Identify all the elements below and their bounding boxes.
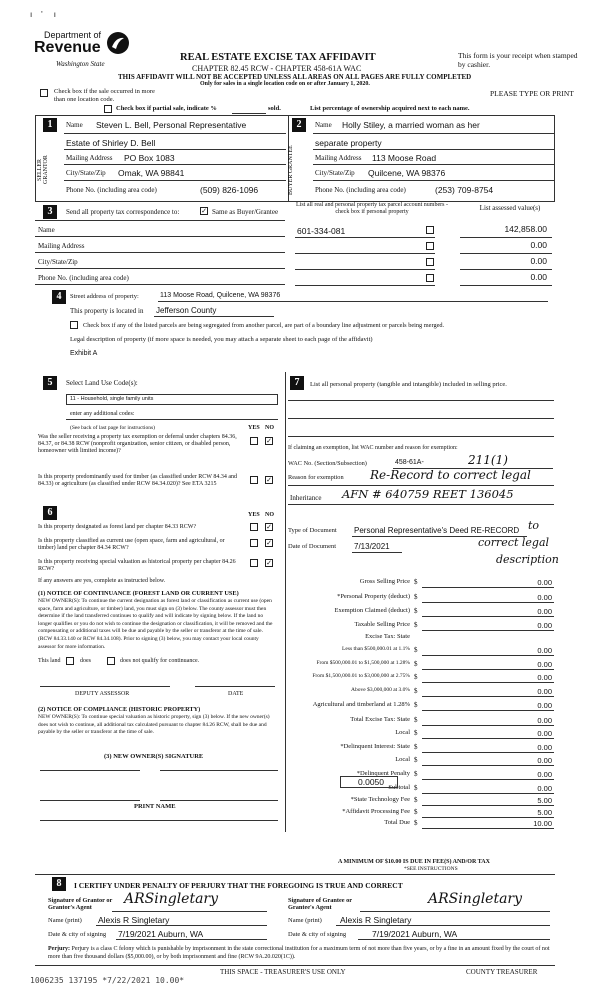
tax-row-dollar: $ (414, 716, 418, 724)
tax-row-underline (422, 602, 554, 603)
reason-label: Reason for exemption (288, 474, 344, 481)
tax-row-dollar: $ (414, 646, 418, 654)
exhibit-a[interactable]: Exhibit A (70, 350, 98, 357)
buyer-name[interactable]: Holly Stiley, a married woman as her (342, 120, 480, 130)
logo-emblem-icon (106, 31, 130, 55)
buyer-name-2[interactable]: separate property (315, 138, 382, 148)
cashier-stamp: 1006235 137195 *7/22/2021 10.00* (30, 976, 185, 985)
sec3-name-label: Name (38, 226, 55, 234)
tax-row-label: *State Technology Fee (350, 796, 410, 803)
grantor-name[interactable]: Alexis R Singletary (98, 915, 170, 925)
sig-grantor-label: Signature of Grantor or Grantor's Agent (48, 897, 113, 911)
perjury-label: Perjury: (48, 946, 70, 952)
legal-label: Legal description of property (if more space is needed, you may attach a separate sheet to each page of the affidavit) (70, 336, 373, 343)
afn-handwritten[interactable]: AFN # 640759 REET 136045 (342, 487, 514, 501)
tax-row-dollar: $ (414, 578, 418, 586)
sec6-q1: Is this property designated as forest land per chapter 84.33 RCW? (38, 524, 197, 530)
tax-row-label: Total Due (384, 819, 410, 826)
tax-row-value[interactable]: 5.00 (537, 807, 552, 817)
seller-city-label: City/State/Zip (66, 169, 106, 177)
buyer-phone[interactable]: (253) 709-8754 (435, 185, 494, 195)
tax-row-underline (422, 779, 554, 780)
partial-sale-checkbox[interactable] (104, 105, 112, 113)
doc-date-label: Date of Document (288, 543, 337, 550)
wac-handwritten[interactable]: 211(1) (468, 453, 508, 467)
additional-codes: enter any additional codes: (70, 411, 135, 417)
tax-row-dollar: $ (414, 687, 418, 695)
sig-grantee-label: Signature of Grantee or Grantee's Agent (288, 897, 352, 911)
certify: I CERTIFY UNDER PENALTY OF PERJURY THAT THE FOREGOING IS TRUE AND CORRECT (74, 881, 403, 890)
new-owner-signature: (3) NEW OWNER(S) SIGNATURE (104, 753, 204, 760)
tax-row-label: Excise Tax: State (365, 633, 410, 640)
sec6-q2-no[interactable]: ✓ (266, 539, 272, 547)
reason-handwritten[interactable]: Re-Record to correct legal (370, 468, 531, 482)
tax-row-label: Local (395, 756, 410, 763)
sec6-q1-yes[interactable] (250, 523, 258, 531)
doc-date[interactable]: 7/13/2021 (354, 542, 390, 551)
section-5-number: 5 (43, 376, 57, 390)
buyer-side-label: BUYER GRANTEE (288, 145, 294, 195)
logo-dept: Department of (44, 30, 102, 40)
tax-row-label: *Delinquent Interest: State (340, 743, 410, 750)
tax-row-dollar: $ (414, 743, 418, 751)
tax-row-dollar: $ (414, 796, 418, 804)
tax-row-value[interactable]: 0.00 (537, 645, 552, 655)
seller-name-label: Name (66, 121, 83, 129)
tax-row-underline (422, 752, 554, 753)
does-label: does (80, 658, 91, 664)
notice1-head: (1) NOTICE OF CONTINUANCE (FOREST LAND OR CURRENT USE) (38, 590, 239, 597)
tax-row-value[interactable]: 0.00 (537, 592, 552, 602)
section-2-number: 2 (292, 118, 306, 132)
segregated-checkbox[interactable] (70, 321, 78, 329)
tax-row-dollar: $ (414, 808, 418, 816)
sec3-mail-label: Mailing Address (38, 242, 85, 250)
logo-revenue: Revenue (34, 39, 101, 56)
partial-sale-label: Check box if partial sale, indicate % (116, 105, 217, 112)
tax-row-value[interactable]: 0.00 (537, 686, 552, 696)
tax-row-label: Taxable Selling Price (354, 621, 410, 628)
tax-row-label: Agricultural and timberland at 1.28% (312, 701, 410, 708)
seller-phone-label: Phone No. (including area code) (66, 186, 157, 194)
sec5-q1-no[interactable]: ✓ (266, 437, 272, 445)
same-as-buyer-label: Same as Buyer/Grantee (212, 208, 279, 216)
buyer-mail-label: Mailing Address (315, 154, 362, 162)
sold-label: sold. (268, 105, 281, 112)
sec5-q2-no[interactable]: ✓ (266, 476, 272, 484)
tax-row-underline (422, 696, 554, 697)
street-label: Street address of property: (70, 293, 139, 300)
tax-row-underline (422, 738, 554, 739)
sec5-q2-yes[interactable] (250, 476, 258, 484)
tax-row-dollar: $ (414, 660, 418, 668)
sec7-head: List all personal property (tangible and intangible) included in selling price. (310, 381, 507, 388)
doc-hand-2[interactable]: description (496, 553, 559, 566)
grantor-date-label: Date & city of signing (48, 931, 107, 938)
tax-row-label: Total Excise Tax: State (350, 716, 410, 723)
notice1-body: NEW OWNER(S): To continue the current designation as forest land or classification as current use (open space, farm and agriculture, or timber) land, you must sign on (3) below. The county assessor must then determine if the land transferred continues to qualify and will indicate by signing below. If the land no longer qualifies or you do not wish to continue the designation or classification, it will be removed and the compensating or additional taxes will be due and payable by the seller or transferor at the time of sale. (RCW 84.33.140 or RCW 84.34.108). Prior to signing (3) below, you may contact your local county assessor for more information. (38, 598, 273, 650)
sec5-yes: YES (248, 425, 260, 431)
seller-mail-label: Mailing Address (66, 154, 113, 162)
tax-row-value[interactable]: 0.00 (537, 783, 552, 793)
doc-type-label: Type of Document (288, 527, 337, 534)
tax-row-dollar: $ (414, 621, 418, 629)
county[interactable]: Jefferson County (156, 306, 217, 315)
tax-row-value[interactable]: 0.00 (537, 728, 552, 738)
tax-row-dollar: $ (414, 770, 418, 778)
tax-row-value[interactable]: 0.00 (537, 606, 552, 616)
sec3-phone-label: Phone No. (including area code) (38, 274, 129, 282)
seller-phone[interactable]: (509) 826-1096 (200, 185, 259, 195)
assessed-value-4[interactable]: 0.00 (530, 272, 547, 282)
ownership-note: List percentage of ownership acquired next to each name. (310, 105, 470, 112)
claim-exemption: If claiming an exemption, list WAC number and reason for exemption: (288, 445, 458, 451)
tax-row-value[interactable]: 0.00 (537, 742, 552, 752)
parcel-3-checkbox[interactable] (426, 258, 434, 266)
tax-row-underline (422, 655, 554, 656)
local-rate[interactable]: 0.0050 (358, 777, 384, 787)
tax-row-underline (422, 793, 554, 794)
buyer-city[interactable]: Quilcene, WA 98376 (368, 168, 446, 178)
tax-row-label: From $1,500,000.01 to $3,000,000 at 2.75% (312, 673, 410, 679)
same-as-buyer-checkbox[interactable]: ✓ (201, 207, 207, 215)
tax-row-label: Local (395, 729, 410, 736)
tax-row-underline (422, 587, 554, 588)
sec6-q2: Is this property classified as current use (open space, farm and agricultural, or timber) land per chapter 84.34 RCW? (38, 538, 225, 551)
sec5-q2: Is this property predominantly used for timber (as classified under RCW 84.34 and 84.33) or agriculture (as classified under RCW 84.34.020)? See ETA 3215 (38, 474, 238, 487)
notice2-head: (2) NOTICE OF COMPLIANCE (HISTORIC PROPERTY) (38, 706, 201, 713)
tax-row-underline (422, 805, 554, 806)
does-checkbox[interactable] (66, 657, 74, 665)
treasurer-space: THIS SPACE - TREASURER'S USE ONLY (220, 968, 346, 976)
assessed-value-3[interactable]: 0.00 (530, 256, 547, 266)
assessed-value-1[interactable]: 142,858.00 (504, 224, 547, 234)
does-not-label: does not qualify for continuance. (120, 658, 200, 664)
buyer-city-label: City/State/Zip (315, 169, 355, 177)
send-correspondence: Send all property tax correspondence to: (66, 208, 180, 216)
sec6-yes: YES (248, 512, 260, 518)
assessed-value-2[interactable]: 0.00 (530, 240, 547, 250)
warning-line: THIS AFFIDAVIT WILL NOT BE ACCEPTED UNLESS ALL AREAS ON ALL PAGES ARE FULLY COMPLETED (118, 73, 472, 81)
tax-row-dollar: $ (414, 673, 418, 681)
tax-row-label: From $500,000.01 to $1,500,000 at 1.28% (316, 660, 410, 666)
parcel-head: List all real and personal property tax parcel account numbers - check box if personal property (296, 202, 448, 215)
tax-row-underline (422, 725, 554, 726)
county-treasurer: COUNTY TREASURER (466, 968, 538, 976)
tax-row-value[interactable]: 10.00 (533, 818, 552, 828)
receipt-note: This form is your receipt when stamped by cashier. (458, 51, 578, 69)
tax-row-underline (422, 669, 554, 670)
tax-row-value[interactable]: 0.00 (537, 755, 552, 765)
sec6-q3: Is this property receiving special valuation as historical property per chapter 84.26 RCW? (38, 559, 236, 572)
buyer-name-label: Name (315, 121, 332, 129)
tax-row-value[interactable]: 0.00 (537, 672, 552, 682)
tax-row-dollar: $ (414, 607, 418, 615)
inheritance-label: Inheritance (290, 494, 322, 502)
section-7-number: 7 (290, 376, 304, 390)
sec5-q1-yes[interactable] (250, 437, 258, 445)
tax-row-label: Above $3,000,000 at 3.0% (351, 687, 410, 693)
top-marks: ı ' ı (30, 10, 56, 19)
doc-type[interactable]: Personal Representative's Deed RE-RECORD (354, 526, 520, 535)
tax-row-label: *Delinquent Penalty (356, 770, 410, 777)
street-address[interactable]: 113 Moose Road, Quilcene, WA 98376 (160, 292, 281, 299)
wac-label: WAC No. (Section/Subsection) (288, 460, 367, 467)
logo-state: Washington State (56, 60, 105, 68)
sec6-q3-no[interactable]: ✓ (266, 559, 272, 567)
tax-row-dollar: $ (414, 784, 418, 792)
does-not-checkbox[interactable] (107, 657, 115, 665)
form-chapter: CHAPTER 82.45 RCW - CHAPTER 458-61A WAC (192, 64, 362, 73)
sec6-if-any: If any answers are yes, complete as instructed below. (38, 578, 166, 584)
see-instructions: *SEE INSTRUCTIONS (404, 866, 458, 872)
tax-row-value[interactable]: 0.00 (537, 715, 552, 725)
parcel-1[interactable]: 601-334-081 (297, 226, 346, 236)
tax-row-value[interactable]: 0.00 (537, 577, 552, 587)
wac-number[interactable]: 458-61A- (395, 459, 424, 466)
please-type: PLEASE TYPE OR PRINT (490, 89, 574, 98)
notice2-body: NEW OWNER(S): To continue special valuation as historic property, sign (3) below. If the new owner(s) does not wish to continue, all additional tax calculated pursuant to chapter 84.26 RCW, shall be due and payable by the seller or transferor at the time of sale. (38, 714, 270, 736)
this-land-label: This land (38, 658, 61, 664)
sec3-city-label: City/State/Zip (38, 258, 78, 266)
seller-name[interactable]: Steven L. Bell, Personal Representative (96, 120, 247, 130)
deputy-assessor: DEPUTY ASSESSOR (75, 691, 130, 697)
parcel-1-checkbox[interactable] (426, 226, 434, 234)
section-1-number: 1 (43, 118, 57, 132)
tax-row-dollar: $ (414, 729, 418, 737)
located-label: This property is located in (70, 307, 144, 315)
grantee-name-label: Name (print) (288, 917, 322, 924)
doc-hand-1[interactable]: correct legal (478, 536, 550, 549)
tax-row-dollar: $ (414, 701, 418, 709)
sec5-q1: Was the seller receiving a property tax exemption or deferral under chapters 84.36, 84.37, or 84.38 RCW (nonprofit organization, senior citizen, or disabled person, homeowner with limited income)? (38, 434, 237, 454)
dor-logo (34, 30, 134, 75)
land-use-select: Select Land Use Code(s): (66, 379, 138, 387)
seller-name-2[interactable]: Estate of Shirley D. Bell (66, 138, 156, 148)
perjury-body: Perjury is a class C felony which is punishable by imprisonment in the state correctional institution for a maximum term of not more than five years, or by a fine in an amount fixed by the court of not more than five thousand dollars ($5,000.00), or by both imprisonment and fine (RCW 9A.20.020(1C)). (48, 946, 550, 960)
form-title: REAL ESTATE EXCISE TAX AFFIDAVIT (180, 52, 376, 63)
see-back: (See back of last page for instructions) (70, 425, 155, 431)
sig-grantor[interactable]: ARSingletary (124, 891, 219, 907)
tax-row-label: Gross Selling Price (359, 578, 410, 585)
assessed-head: List assessed value(s) (479, 204, 541, 212)
tax-row-value[interactable]: 0.00 (537, 620, 552, 630)
seller-side-label: SELLER GRANTOR (37, 155, 49, 185)
tax-row-value[interactable]: 0.00 (537, 700, 552, 710)
tax-row-dollar: $ (414, 593, 418, 601)
section-6-number: 6 (43, 506, 57, 520)
seller-mail[interactable]: PO Box 1083 (124, 153, 175, 163)
grantor-name-label: Name (print) (48, 917, 82, 924)
minimum-note: A MINIMUM OF $10.00 IS DUE IN FEE(S) AND/OR TAX (338, 859, 490, 865)
sec6-q3-yes[interactable] (250, 559, 258, 567)
land-use-code[interactable]: 11 - Household, single family units (70, 396, 154, 402)
tax-row-label: *Affidavit Processing Fee (342, 808, 410, 815)
multi-location-label: Check box if the sale occurred in more than one location code. (54, 88, 155, 103)
tax-row-label: Exemption Claimed (deduct) (334, 607, 410, 614)
section-8-number: 8 (52, 877, 66, 891)
tax-row-dollar: $ (414, 819, 418, 827)
tax-row-label: Subtotal (388, 784, 410, 791)
tax-row-underline (422, 630, 554, 631)
only-sales: Only for sales in a single location code on or after January 1, 2020. (200, 81, 370, 87)
tax-row-value[interactable]: 5.00 (537, 795, 552, 805)
parcel-2-checkbox[interactable] (426, 242, 434, 250)
sec6-q1-no[interactable]: ✓ (266, 523, 272, 531)
tax-row-value[interactable]: 0.00 (537, 659, 552, 669)
sec5-no: NO (265, 425, 274, 431)
tax-row-underline (422, 682, 554, 683)
tax-row-dollar: $ (414, 756, 418, 764)
grantee-date[interactable]: 7/19/2021 Auburn, WA (372, 929, 458, 939)
sig-grantee[interactable]: ARSingletary (428, 891, 523, 907)
buyer-mail[interactable]: 113 Moose Road (372, 153, 437, 163)
tax-row-value[interactable]: 0.00 (537, 769, 552, 779)
buyer-phone-label: Phone No. (including area code) (315, 186, 406, 194)
doc-type-hand[interactable]: to (528, 519, 540, 532)
tax-row-label: *Personal Property (deduct) (337, 593, 410, 600)
tax-row-underline (422, 616, 554, 617)
multi-location-checkbox[interactable] (40, 89, 48, 97)
print-name: PRINT NAME (134, 803, 176, 810)
tax-row-underline (422, 828, 554, 829)
perjury-text (48, 945, 556, 961)
sec6-no: NO (265, 512, 274, 518)
grantee-date-label: Date & city of signing (288, 931, 347, 938)
parcel-4-checkbox[interactable] (426, 274, 434, 282)
segregated-label: Check box if any of the listed parcels are being segregated from another parcel, are part of a boundary line adjustment or parcels being merged. (83, 322, 445, 329)
sec6-q2-yes[interactable] (250, 539, 258, 547)
section-4-number: 4 (52, 290, 66, 304)
section-3-number: 3 (43, 205, 57, 219)
seller-city[interactable]: Omak, WA 98841 (118, 168, 185, 178)
deputy-date: DATE (228, 691, 244, 697)
tax-row-underline (422, 765, 554, 766)
grantee-name[interactable]: Alexis R Singletary (340, 915, 412, 925)
tax-row-underline (422, 710, 554, 711)
grantor-date[interactable]: 7/19/2021 Auburn, WA (118, 929, 204, 939)
tax-row-label: Less than $500,000.01 at 1.1% (342, 646, 410, 652)
